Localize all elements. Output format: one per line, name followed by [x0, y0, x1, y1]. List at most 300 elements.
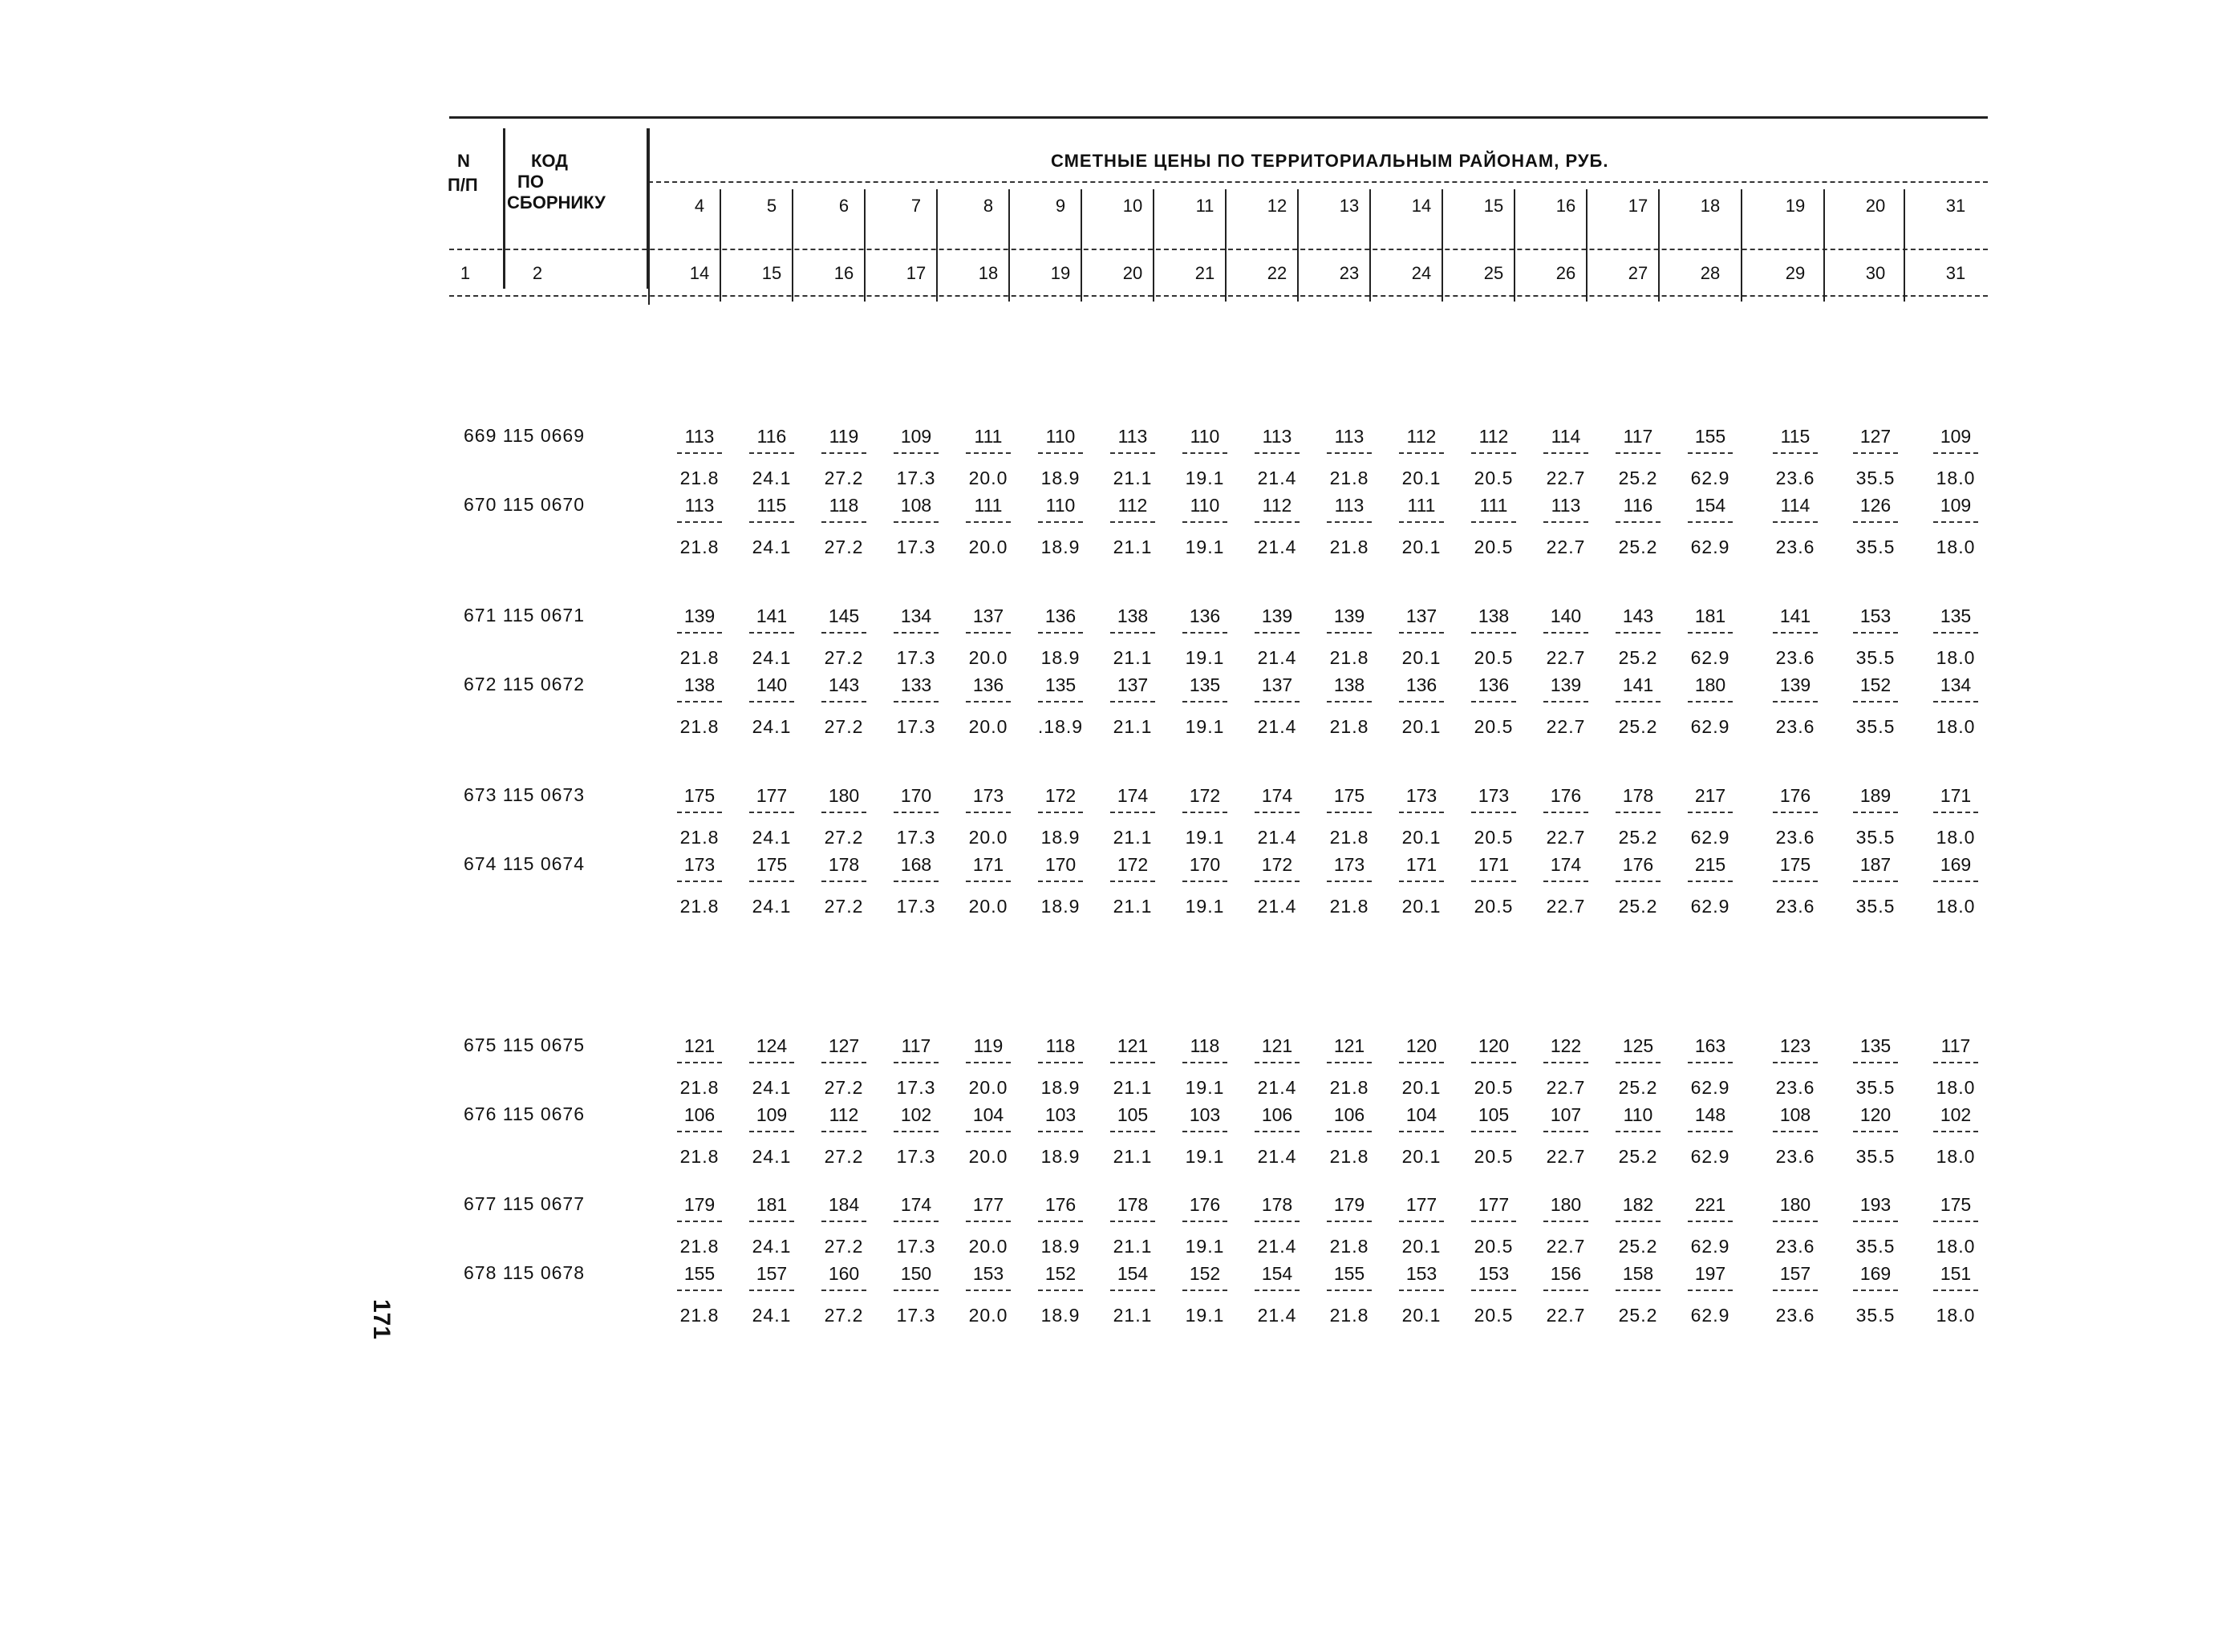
- price-cell: [1317, 605, 1381, 669]
- row-code: 670 115 0670: [464, 494, 585, 515]
- price-coefficient: 35.5: [1855, 1077, 1896, 1098]
- price-cell: [1924, 853, 1988, 917]
- price-value: 124: [756, 1035, 788, 1056]
- fraction-dash: [677, 881, 722, 884]
- header-mid-rule: [648, 181, 1988, 183]
- price-cell: [1606, 1103, 1670, 1168]
- price-cell: [884, 1035, 948, 1099]
- price-cell: [1534, 853, 1598, 917]
- price-value: 109: [1940, 426, 1972, 447]
- price-coefficient: 20.0: [968, 1077, 1008, 1098]
- price-cell: [1245, 1193, 1309, 1257]
- fraction-dash: [1327, 701, 1372, 704]
- fraction-dash: [1182, 812, 1227, 815]
- price-cell: [1245, 674, 1309, 738]
- fraction-dash: [1853, 1062, 1898, 1065]
- district-4: 4: [694, 196, 705, 216]
- header-code3: СБОРНИКУ: [507, 192, 606, 213]
- price-coefficient: .18.9: [1037, 716, 1084, 737]
- fraction-dash: [1543, 1062, 1588, 1065]
- price-cell: [667, 1035, 732, 1099]
- price-coefficient: 18.0: [1936, 716, 1976, 737]
- price-cell: [1763, 674, 1827, 738]
- fraction-dash: [749, 812, 794, 815]
- price-cell: [1534, 784, 1598, 848]
- price-coefficient: 21.8: [679, 1146, 720, 1167]
- fraction-dash: [1773, 1062, 1818, 1065]
- price-cell: [1101, 1103, 1165, 1168]
- fraction-dash: [1933, 452, 1978, 456]
- fraction-dash: [1688, 812, 1733, 815]
- fraction-dash: [1110, 521, 1155, 524]
- price-coefficient: 21.1: [1113, 1305, 1153, 1326]
- price-value: 173: [1405, 785, 1437, 806]
- fraction-dash: [677, 632, 722, 635]
- price-cell: [1924, 1193, 1988, 1257]
- price-coefficient: 62.9: [1690, 716, 1730, 737]
- column-number-15: 15: [761, 263, 782, 283]
- fraction-dash: [821, 632, 866, 635]
- price-value: 150: [900, 1263, 932, 1284]
- price-value: 197: [1694, 1263, 1726, 1284]
- fraction-dash: [894, 452, 939, 456]
- price-coefficient: 21.1: [1113, 468, 1153, 488]
- price-coefficient: 20.5: [1474, 1236, 1514, 1257]
- price-cell: [1028, 1193, 1093, 1257]
- price-cell: [740, 1262, 804, 1326]
- price-value: 116: [1623, 495, 1653, 516]
- price-value: 110: [1045, 495, 1076, 516]
- fraction-dash: [677, 1290, 722, 1293]
- price-value: 153: [972, 1263, 1004, 1284]
- header-sep-n: [503, 128, 505, 289]
- price-value: 109: [900, 426, 932, 447]
- price-cell: [1462, 674, 1526, 738]
- price-cell: [1245, 494, 1309, 558]
- price-value: 139: [1261, 605, 1293, 626]
- price-cell: [1843, 494, 1908, 558]
- price-coefficient: 35.5: [1855, 1305, 1896, 1326]
- fraction-dash: [1688, 452, 1733, 456]
- fraction-dash: [1471, 1290, 1516, 1293]
- price-coefficient: 20.1: [1401, 1305, 1442, 1326]
- price-coefficient: 21.4: [1257, 716, 1297, 737]
- fraction-dash: [1038, 521, 1083, 524]
- price-value: 170: [1044, 854, 1077, 875]
- price-value: 177: [1405, 1194, 1437, 1215]
- district-14: 14: [1411, 196, 1432, 216]
- price-coefficient: 22.7: [1546, 1236, 1586, 1257]
- fraction-dash: [1543, 881, 1588, 884]
- price-coefficient: 20.1: [1401, 1236, 1442, 1257]
- price-value: 158: [1622, 1263, 1654, 1284]
- price-cell: [667, 1103, 732, 1168]
- price-coefficient: 27.2: [824, 1077, 864, 1098]
- price-cell: [1389, 1262, 1454, 1326]
- price-coefficient: 21.8: [1329, 1305, 1369, 1326]
- price-cell: [1028, 1035, 1093, 1099]
- fraction-dash: [1688, 1290, 1733, 1293]
- fraction-dash: [1933, 521, 1978, 524]
- price-value: 174: [1550, 854, 1582, 875]
- price-cell: [1924, 425, 1988, 489]
- price-coefficient: 35.5: [1855, 716, 1896, 737]
- fraction-dash: [1853, 632, 1898, 635]
- fraction-dash: [677, 812, 722, 815]
- fraction-dash: [1327, 1131, 1372, 1134]
- price-value: 148: [1694, 1104, 1726, 1125]
- price-coefficient: 19.1: [1185, 468, 1225, 488]
- price-cell: [1101, 494, 1165, 558]
- price-value: 175: [1333, 785, 1365, 806]
- price-value: 119: [973, 1035, 1004, 1056]
- price-cell: [1924, 784, 1988, 848]
- price-cell: [1173, 853, 1237, 917]
- price-coefficient: 19.1: [1185, 1077, 1225, 1098]
- price-coefficient: 20.1: [1401, 1077, 1442, 1098]
- fraction-dash: [1110, 632, 1155, 635]
- price-cell: [1924, 674, 1988, 738]
- price-value: 193: [1859, 1194, 1892, 1215]
- price-coefficient: 17.3: [896, 647, 936, 668]
- price-value: 157: [1779, 1263, 1811, 1284]
- price-value: 173: [683, 854, 716, 875]
- price-cell: [740, 425, 804, 489]
- column-separator: [1658, 189, 1660, 302]
- price-value: 154: [1694, 495, 1726, 516]
- price-value: 173: [972, 785, 1004, 806]
- fraction-dash: [1688, 1062, 1733, 1065]
- price-value: 125: [1622, 1035, 1654, 1056]
- column-number-21: 21: [1194, 263, 1215, 283]
- fraction-dash: [1471, 881, 1516, 884]
- price-cell: [1606, 784, 1670, 848]
- fraction-dash: [1038, 1062, 1083, 1065]
- price-coefficient: 62.9: [1690, 647, 1730, 668]
- row-code: 671 115 0671: [464, 605, 585, 626]
- district-16: 16: [1555, 196, 1576, 216]
- fraction-dash: [1543, 521, 1588, 524]
- column-separator: [1153, 189, 1154, 302]
- fraction-dash: [821, 881, 866, 884]
- price-value: 113: [1262, 426, 1292, 447]
- fraction-dash: [1110, 812, 1155, 815]
- price-coefficient: 23.6: [1775, 647, 1815, 668]
- price-coefficient: 20.0: [968, 1146, 1008, 1167]
- fraction-dash: [1038, 1221, 1083, 1224]
- fraction-dash: [1399, 521, 1444, 524]
- price-cell: [884, 494, 948, 558]
- price-coefficient: 27.2: [824, 468, 864, 488]
- price-cell: [1389, 674, 1454, 738]
- fraction-dash: [749, 632, 794, 635]
- price-cell: [1843, 1262, 1908, 1326]
- price-coefficient: 25.2: [1618, 1146, 1658, 1167]
- price-coefficient: 21.4: [1257, 1305, 1297, 1326]
- price-coefficient: 21.4: [1257, 827, 1297, 848]
- price-coefficient: 18.0: [1936, 647, 1976, 668]
- fraction-dash: [749, 1062, 794, 1065]
- fraction-dash: [821, 1062, 866, 1065]
- price-coefficient: 17.3: [896, 716, 936, 737]
- price-coefficient: 21.8: [1329, 1236, 1369, 1257]
- column-number-1: 1: [460, 263, 471, 283]
- column-number-22: 22: [1267, 263, 1287, 283]
- price-cell: [1173, 494, 1237, 558]
- price-value: 134: [1940, 674, 1972, 695]
- price-coefficient: 20.0: [968, 536, 1008, 557]
- price-value: 139: [1779, 674, 1811, 695]
- price-value: 103: [1189, 1104, 1221, 1125]
- price-coefficient: 21.1: [1113, 1146, 1153, 1167]
- price-coefficient: 62.9: [1690, 1146, 1730, 1167]
- price-coefficient: 21.4: [1257, 536, 1297, 557]
- price-value: 153: [1405, 1263, 1437, 1284]
- price-coefficient: 25.2: [1618, 716, 1658, 737]
- price-value: 172: [1189, 785, 1221, 806]
- column-separator: [648, 128, 650, 305]
- price-value: 152: [1189, 1263, 1221, 1284]
- fraction-dash: [1543, 1221, 1588, 1224]
- price-cell: [956, 425, 1020, 489]
- price-cell: [740, 784, 804, 848]
- price-coefficient: 21.8: [679, 1305, 720, 1326]
- district-17: 17: [1628, 196, 1648, 216]
- price-value: 133: [900, 674, 932, 695]
- column-number-29: 29: [1785, 263, 1806, 283]
- price-value: 174: [1117, 785, 1149, 806]
- price-coefficient: 20.5: [1474, 1305, 1514, 1326]
- price-value: 181: [1694, 605, 1726, 626]
- price-coefficient: 20.1: [1401, 896, 1442, 917]
- fraction-dash: [966, 1290, 1011, 1293]
- price-value: 179: [683, 1194, 716, 1215]
- price-coefficient: 22.7: [1546, 827, 1586, 848]
- price-cell: [884, 425, 948, 489]
- price-cell: [812, 1262, 876, 1326]
- price-coefficient: 23.6: [1775, 827, 1815, 848]
- price-cell: [1924, 1103, 1988, 1168]
- price-coefficient: 18.9: [1040, 1236, 1081, 1257]
- price-cell: [1028, 784, 1093, 848]
- price-value: 116: [756, 426, 787, 447]
- price-cell: [1843, 674, 1908, 738]
- price-coefficient: 18.9: [1040, 536, 1081, 557]
- fraction-dash: [1543, 812, 1588, 815]
- fraction-dash: [1182, 521, 1227, 524]
- fraction-dash: [1853, 701, 1898, 704]
- column-separator: [1823, 189, 1825, 302]
- price-value: 177: [972, 1194, 1004, 1215]
- fraction-dash: [1616, 632, 1660, 635]
- price-value: 136: [1405, 674, 1437, 695]
- price-value: 174: [900, 1194, 932, 1215]
- price-cell: [667, 1262, 732, 1326]
- price-value: 104: [1405, 1104, 1437, 1125]
- price-cell: [1173, 1262, 1237, 1326]
- price-cell: [1173, 1193, 1237, 1257]
- fraction-dash: [1616, 1290, 1660, 1293]
- price-coefficient: 18.0: [1936, 1146, 1976, 1167]
- price-value: 176: [1044, 1194, 1077, 1215]
- column-separator: [1008, 189, 1010, 302]
- fraction-dash: [1399, 632, 1444, 635]
- price-cell: [1245, 853, 1309, 917]
- price-value: 117: [1940, 1035, 1971, 1056]
- price-cell: [884, 853, 948, 917]
- price-cell: [1028, 853, 1093, 917]
- price-coefficient: 22.7: [1546, 1077, 1586, 1098]
- price-value: 121: [1117, 1035, 1149, 1056]
- column-separator: [720, 189, 721, 302]
- price-coefficient: 20.5: [1474, 827, 1514, 848]
- fraction-dash: [821, 521, 866, 524]
- price-value: 163: [1694, 1035, 1726, 1056]
- price-value: 141: [1622, 674, 1654, 695]
- price-value: 221: [1694, 1194, 1726, 1215]
- price-coefficient: 20.0: [968, 716, 1008, 737]
- price-value: 138: [1117, 605, 1149, 626]
- price-cell: [1534, 605, 1598, 669]
- fraction-dash: [1255, 1131, 1300, 1134]
- price-value: 141: [1779, 605, 1811, 626]
- price-coefficient: 62.9: [1690, 468, 1730, 488]
- fraction-dash: [966, 881, 1011, 884]
- price-cell: [1173, 1103, 1237, 1168]
- price-coefficient: 21.8: [679, 536, 720, 557]
- column-separator: [864, 189, 866, 302]
- fraction-dash: [749, 1290, 794, 1293]
- price-value: 175: [1940, 1194, 1972, 1215]
- fraction-dash: [1933, 632, 1978, 635]
- fraction-dash: [966, 452, 1011, 456]
- price-cell: [812, 605, 876, 669]
- price-value: 118: [1190, 1035, 1220, 1056]
- price-coefficient: 62.9: [1690, 896, 1730, 917]
- price-coefficient: 21.8: [1329, 536, 1369, 557]
- district-5: 5: [766, 196, 777, 216]
- fraction-dash: [1853, 1131, 1898, 1134]
- price-coefficient: 22.7: [1546, 536, 1586, 557]
- column-number-17: 17: [906, 263, 927, 283]
- price-coefficient: 21.4: [1257, 468, 1297, 488]
- price-value: 139: [1333, 605, 1365, 626]
- price-cell: [1389, 853, 1454, 917]
- price-value: 155: [1694, 426, 1726, 447]
- price-cell: [1763, 425, 1827, 489]
- column-separator: [1586, 189, 1588, 302]
- price-coefficient: 24.1: [752, 647, 792, 668]
- price-cell: [1389, 784, 1454, 848]
- column-separator: [792, 189, 793, 302]
- price-coefficient: 21.8: [679, 827, 720, 848]
- price-coefficient: 25.2: [1618, 1236, 1658, 1257]
- price-value: 182: [1622, 1194, 1654, 1215]
- fraction-dash: [1773, 812, 1818, 815]
- price-coefficient: 22.7: [1546, 716, 1586, 737]
- price-coefficient: 18.9: [1040, 1077, 1081, 1098]
- price-cell: [1317, 674, 1381, 738]
- price-cell: [740, 605, 804, 669]
- price-value: 121: [1261, 1035, 1293, 1056]
- price-coefficient: 21.1: [1113, 896, 1153, 917]
- fraction-dash: [1543, 701, 1588, 704]
- price-value: 171: [1405, 854, 1437, 875]
- header-title: СМЕТНЫЕ ЦЕНЫ ПО ТЕРРИТОРИАЛЬНЫМ РАЙОНАМ, РУБ.: [1051, 151, 1609, 171]
- price-coefficient: 20.1: [1401, 827, 1442, 848]
- fraction-dash: [1182, 1290, 1227, 1293]
- price-cell: [1678, 605, 1742, 669]
- price-cell: [1462, 1103, 1526, 1168]
- price-cell: [1606, 1035, 1670, 1099]
- fraction-dash: [1038, 1290, 1083, 1293]
- price-value: 184: [828, 1194, 860, 1215]
- price-cell: [1317, 1262, 1381, 1326]
- price-coefficient: 22.7: [1546, 468, 1586, 488]
- price-value: 118: [1045, 1035, 1076, 1056]
- district-13: 13: [1339, 196, 1360, 216]
- column-number-30: 30: [1865, 263, 1886, 283]
- price-value: 176: [1779, 785, 1811, 806]
- price-cell: [1317, 1103, 1381, 1168]
- column-separator: [936, 189, 938, 302]
- price-value: 171: [972, 854, 1004, 875]
- fraction-dash: [1399, 881, 1444, 884]
- price-value: 178: [1622, 785, 1654, 806]
- price-cell: [812, 425, 876, 489]
- fraction-dash: [894, 812, 939, 815]
- price-value: 180: [1779, 1194, 1811, 1215]
- fraction-dash: [1038, 701, 1083, 704]
- price-cell: [1924, 494, 1988, 558]
- price-cell: [1606, 1262, 1670, 1326]
- price-coefficient: 18.0: [1936, 1236, 1976, 1257]
- price-coefficient: 24.1: [752, 1236, 792, 1257]
- price-coefficient: 19.1: [1185, 716, 1225, 737]
- price-coefficient: 25.2: [1618, 536, 1658, 557]
- price-coefficient: 27.2: [824, 647, 864, 668]
- price-cell: [1606, 494, 1670, 558]
- price-value: 127: [828, 1035, 860, 1056]
- fraction-dash: [1182, 1221, 1227, 1224]
- price-coefficient: 18.0: [1936, 827, 1976, 848]
- price-coefficient: 20.0: [968, 1236, 1008, 1257]
- price-cell: [1028, 605, 1093, 669]
- price-value: 135: [1940, 605, 1972, 626]
- price-coefficient: 21.1: [1113, 1077, 1153, 1098]
- price-value: 122: [1550, 1035, 1582, 1056]
- fraction-dash: [749, 701, 794, 704]
- fraction-dash: [894, 1131, 939, 1134]
- price-cell: [1678, 674, 1742, 738]
- price-coefficient: 62.9: [1690, 1077, 1730, 1098]
- price-cell: [1101, 674, 1165, 738]
- price-value: 138: [1478, 605, 1510, 626]
- price-cell: [1173, 425, 1237, 489]
- price-coefficient: 21.1: [1113, 647, 1153, 668]
- price-value: 105: [1117, 1104, 1149, 1125]
- price-cell: [1924, 1262, 1988, 1326]
- price-value: 103: [1044, 1104, 1077, 1125]
- fraction-dash: [1853, 812, 1898, 815]
- header-sub-rule: [449, 249, 1988, 250]
- column-number-20: 20: [1122, 263, 1143, 283]
- district-10: 10: [1122, 196, 1143, 216]
- price-coefficient: 27.2: [824, 827, 864, 848]
- fraction-dash: [1327, 881, 1372, 884]
- price-value: 139: [1550, 674, 1582, 695]
- price-value: 171: [1478, 854, 1510, 875]
